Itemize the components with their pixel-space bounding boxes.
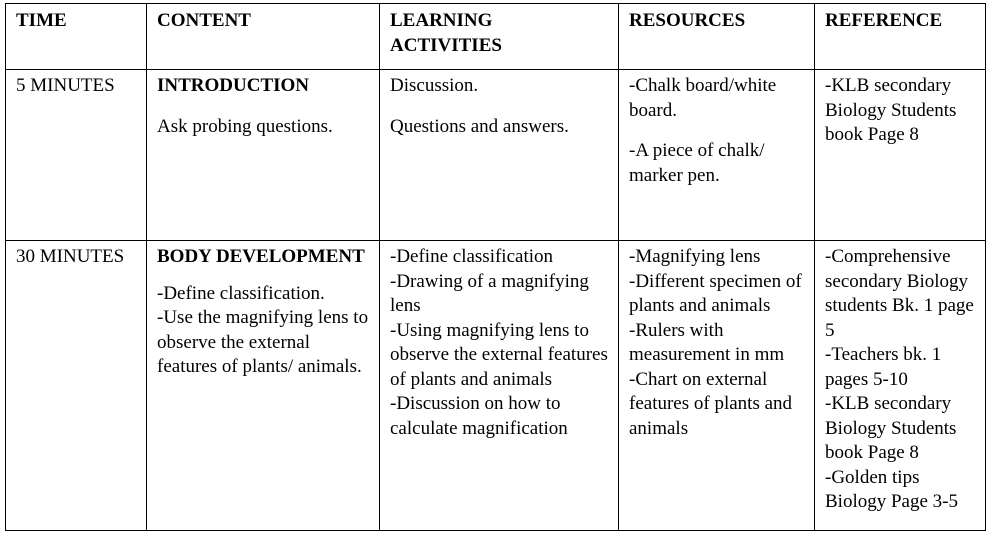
header-row	[6, 4, 986, 70]
header-learning-activities	[380, 4, 619, 70]
resource-item: -Rulers with measurement in mm	[629, 319, 785, 365]
resource-item: -Magnifying lens	[629, 246, 761, 267]
header-learning-line2: ACTIVITIES	[390, 34, 502, 56]
activity-item: -Define classification	[390, 246, 554, 267]
row-reference-cell	[815, 241, 986, 531]
row-time-cell: 5 MINUTES	[6, 70, 147, 241]
activity-item: Questions and answers.	[390, 115, 569, 137]
reference-item: -Golden tips Biology Page 3-5	[825, 466, 958, 512]
resource-item: -Chalk board/white board.	[629, 75, 777, 121]
content-item: -Use the magnifying lens to observe the external features of plants/ animals.	[157, 307, 369, 377]
header-time: TIME	[6, 4, 147, 70]
content-item: Ask probing questions.	[157, 115, 333, 137]
row-resources-cell	[619, 241, 815, 531]
row-resources-cell	[619, 70, 815, 241]
reference-item: -Comprehensive secondary Biology students Bk. 1 page 5	[825, 246, 974, 341]
content-item: -Define classification.	[157, 282, 325, 304]
resource-item: -Chart on external features of plants and animals	[629, 368, 793, 439]
resource-item: -Different specimen of plants and animals	[629, 270, 802, 316]
header-content: CONTENT	[147, 4, 380, 70]
row-time-cell: 30 MINUTES	[6, 241, 147, 531]
row-activities-cell	[380, 70, 619, 241]
content-title: INTRODUCTION	[157, 75, 310, 96]
header-resources: RESOURCES	[619, 4, 815, 70]
resource-item: -A piece of chalk/ marker pen.	[629, 140, 765, 186]
table-row	[6, 70, 986, 241]
activity-item: -Drawing of a magnifying lens	[390, 270, 589, 316]
content-title: BODY DEVELOPMENT	[157, 246, 365, 267]
row-content-cell	[147, 70, 380, 241]
activity-item: Discussion.	[390, 75, 479, 96]
activity-item: -Using magnifying lens to observe the external features of plants and animals	[390, 319, 608, 390]
reference-item: -KLB secondary Biology Students book Page 8	[825, 75, 957, 145]
row-content-cell	[147, 241, 380, 531]
table-row	[6, 241, 986, 531]
header-learning-line1: LEARNING	[390, 10, 493, 31]
header-reference: REFERENCE	[815, 4, 986, 70]
reference-item: -Teachers bk. 1 pages 5-10	[825, 344, 942, 390]
activity-item: -Discussion on how to calculate magnification	[390, 393, 568, 439]
lesson-plan-table	[5, 3, 986, 531]
row-activities-cell	[380, 241, 619, 531]
row-reference-cell	[815, 70, 986, 241]
reference-item: -KLB secondary Biology Students book Page 8	[825, 393, 957, 463]
